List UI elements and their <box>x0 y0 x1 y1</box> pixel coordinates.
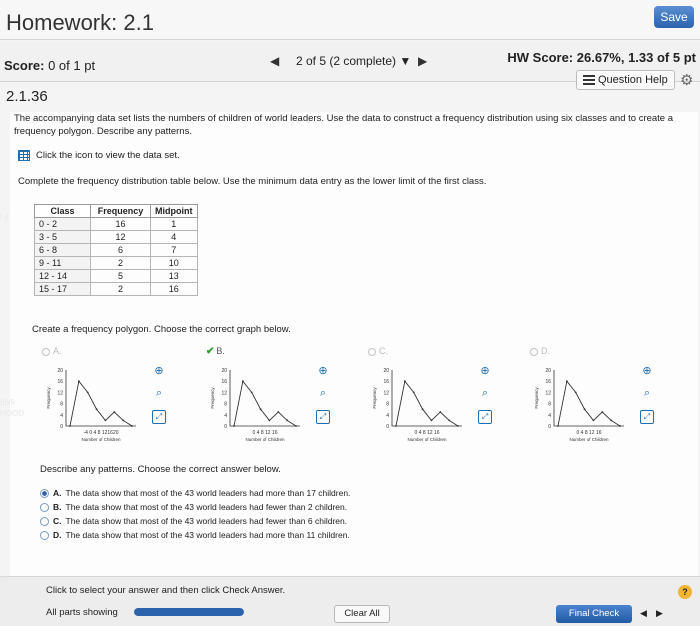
y-tick-label: 8 <box>386 401 389 408</box>
y-tick-label: 20 <box>545 368 551 374</box>
midpoint-cell[interactable]: 1 <box>151 218 198 231</box>
y-tick-label: 16 <box>545 379 551 386</box>
data-table-icon[interactable] <box>18 150 30 161</box>
data-point <box>251 392 253 394</box>
table-row <box>35 244 198 257</box>
midpoint-cell[interactable]: 13 <box>151 270 198 283</box>
table-row <box>35 257 198 270</box>
midpoint-cell[interactable]: 10 <box>151 257 198 270</box>
hw-score-label: HW Score: <box>507 50 574 65</box>
radio-icon[interactable] <box>40 517 49 526</box>
data-point <box>566 380 568 382</box>
hw-score <box>507 50 696 65</box>
x-axis-label: Number of Children <box>407 437 447 442</box>
y-axis-label: Frequency <box>46 387 51 409</box>
help-icon[interactable]: ? <box>678 585 692 599</box>
table-row <box>35 283 198 296</box>
zoom-out-icon[interactable]: ⌕ <box>319 387 327 399</box>
graph-options <box>30 346 690 456</box>
data-point <box>593 420 595 422</box>
class-cell: 12 - 14 <box>35 270 91 283</box>
expand-icon[interactable]: ⤢ <box>316 410 330 424</box>
polygon-line <box>558 381 620 426</box>
answer-option-a[interactable] <box>40 486 350 500</box>
next-question-icon[interactable]: ▶ <box>418 54 428 68</box>
column-header: Class <box>35 205 91 218</box>
class-cell: 6 - 8 <box>35 244 91 257</box>
prev-question-icon[interactable]: ◀ <box>270 54 280 68</box>
axis-line <box>230 370 300 426</box>
score-value: 0 of 1 pt <box>48 58 96 73</box>
answer-choices <box>40 486 350 542</box>
answer-text: The data show that most of the 43 world leaders had fewer than 6 children. <box>65 516 348 526</box>
answer-letter: A. <box>53 488 62 498</box>
option-label[interactable] <box>368 346 388 356</box>
answer-letter: D. <box>53 530 62 540</box>
polygon-line <box>70 381 132 426</box>
data-point <box>457 425 459 427</box>
y-tick-label: 0 <box>224 424 227 430</box>
dataset-link[interactable] <box>18 150 180 161</box>
y-tick-label: 8 <box>224 401 227 408</box>
question-nav-label: 2 of 5 (2 complete) <box>296 54 397 68</box>
class-cell: 15 - 17 <box>35 283 91 296</box>
question-prompt: The accompanying data set lists the numbers of children of world leaders. Use the data to construct a frequency distribution using six classes and to create a frequency polygon. Describe any patterns. <box>14 113 674 137</box>
y-tick-label: 12 <box>545 390 551 397</box>
y-tick-label: 8 <box>548 401 551 408</box>
caret-down-icon: ▼ <box>399 54 412 68</box>
zoom-in-icon[interactable]: ⊕ <box>642 365 652 377</box>
polygon-line <box>234 381 296 426</box>
data-point <box>69 425 71 427</box>
table-instructions: Complete the frequency distribution table below. Use the minimum data entry as the lower limit of the first class. <box>18 176 487 187</box>
data-point <box>395 425 397 427</box>
data-point <box>260 408 262 410</box>
radio-icon[interactable] <box>40 489 49 498</box>
data-point <box>448 420 450 422</box>
y-tick-label: 4 <box>60 412 63 419</box>
side-fragment: HOOD <box>0 409 24 418</box>
save-button[interactable]: Save <box>654 6 694 28</box>
data-point <box>122 420 124 422</box>
answer-option-d[interactable] <box>40 528 350 542</box>
frequency-cell[interactable]: 6 <box>91 244 151 257</box>
data-point <box>78 380 80 382</box>
footer-bar <box>0 576 700 626</box>
column-header: Midpoint <box>151 205 198 218</box>
radio-icon[interactable] <box>42 348 50 356</box>
frequency-cell[interactable]: 2 <box>91 257 151 270</box>
y-tick-label: 12 <box>57 390 63 397</box>
data-point <box>601 411 603 413</box>
y-tick-label: 20 <box>221 368 227 374</box>
data-point <box>277 411 279 413</box>
data-point <box>96 408 98 410</box>
data-point <box>404 380 406 382</box>
frequency-polygon-chart <box>532 362 632 450</box>
frequency-table <box>34 204 198 296</box>
option-letter: D. <box>541 346 550 356</box>
x-axis-label: Number of Children <box>569 437 609 442</box>
axis-line <box>66 370 136 426</box>
y-axis-label: Frequency <box>372 387 377 409</box>
data-point <box>295 425 297 427</box>
option-label[interactable] <box>42 346 62 356</box>
polygon-prompt: Create a frequency polygon. Choose the correct graph below. <box>32 324 291 335</box>
data-point <box>610 420 612 422</box>
option-letter: C. <box>379 346 388 356</box>
question-number: 2.1.36 <box>6 88 48 105</box>
data-point <box>557 425 559 427</box>
menu-icon <box>583 73 595 87</box>
axis-line <box>392 370 462 426</box>
class-cell: 3 - 5 <box>35 231 91 244</box>
answer-option-b[interactable] <box>40 500 350 514</box>
table-row <box>35 218 198 231</box>
data-point <box>286 420 288 422</box>
score <box>4 58 95 73</box>
side-fragment: on <box>0 574 9 583</box>
table-row <box>35 270 198 283</box>
footer-instruction: Click to select your answer and then click Check Answer. <box>46 585 286 596</box>
hw-score-value: 26.67%, 1.33 of 5 pt <box>576 50 696 65</box>
frequency-polygon-chart <box>370 362 470 450</box>
x-tick-labels: 0 4 8 12 16 <box>252 430 278 436</box>
option-label[interactable] <box>530 346 550 356</box>
class-cell: 0 - 2 <box>35 218 91 231</box>
describe-prompt: Describe any patterns. Choose the correct answer below. <box>40 464 281 475</box>
y-axis-label: Frequency <box>534 387 539 409</box>
midpoint-cell[interactable]: 7 <box>151 244 198 257</box>
axis-line <box>554 370 624 426</box>
y-tick-label: 8 <box>60 401 63 408</box>
next-arrow-icon[interactable]: ▶ <box>656 608 663 618</box>
x-axis-label: Number of Children <box>81 437 121 442</box>
data-point <box>113 411 115 413</box>
graph-option-d[interactable] <box>518 346 678 456</box>
data-point <box>422 408 424 410</box>
data-point <box>242 380 244 382</box>
table-row <box>35 231 198 244</box>
y-tick-label: 0 <box>386 424 389 430</box>
y-tick-label: 12 <box>383 390 389 397</box>
side-fragment: t y <box>0 212 9 221</box>
prev-arrow-icon[interactable]: ◀ <box>640 608 647 618</box>
graph-option-b[interactable] <box>194 346 354 456</box>
question-help-label: Question Help <box>598 74 668 86</box>
data-point <box>87 392 89 394</box>
y-tick-label: 0 <box>60 424 63 430</box>
midpoint-cell[interactable]: 4 <box>151 231 198 244</box>
answer-text: The data show that most of the 43 world leaders had fewer than 2 children. <box>65 502 348 512</box>
radio-icon[interactable] <box>368 348 376 356</box>
zoom-in-icon[interactable]: ⊕ <box>480 365 490 377</box>
expand-icon[interactable]: ⤢ <box>152 410 166 424</box>
zoom-out-icon[interactable]: ⌕ <box>155 387 163 399</box>
graph-option-a[interactable] <box>30 346 190 456</box>
data-point <box>431 420 433 422</box>
parts-showing-label: All parts showing <box>46 607 118 618</box>
data-point <box>439 411 441 413</box>
top-bar <box>0 0 700 40</box>
option-label[interactable] <box>206 346 225 357</box>
y-tick-label: 4 <box>548 412 551 419</box>
option-letter: A. <box>53 346 62 356</box>
zoom-in-icon[interactable]: ⊕ <box>154 365 164 377</box>
x-tick-labels: -4 0 4 8 121620 <box>83 430 119 436</box>
radio-icon[interactable] <box>40 531 49 540</box>
y-tick-label: 16 <box>57 379 63 386</box>
y-tick-label: 16 <box>383 379 389 386</box>
frequency-polygon-chart <box>44 362 144 450</box>
y-tick-label: 16 <box>221 379 227 386</box>
frequency-cell[interactable]: 12 <box>91 231 151 244</box>
answer-letter: C. <box>53 516 62 526</box>
x-tick-labels: 0 4 8 12 16 <box>576 430 602 436</box>
parts-progress-bar <box>134 608 244 616</box>
answer-option-c[interactable] <box>40 514 350 528</box>
homework-title: Homework: 2.1 <box>6 10 154 35</box>
radio-icon[interactable] <box>40 503 49 512</box>
data-point <box>233 425 235 427</box>
graph-option-c[interactable] <box>356 346 516 456</box>
y-tick-label: 4 <box>386 412 389 419</box>
check-icon: ✔ <box>206 346 215 357</box>
y-tick-label: 0 <box>548 424 551 430</box>
y-tick-label: 4 <box>224 412 227 419</box>
x-tick-labels: 0 4 8 12 16 <box>414 430 440 436</box>
column-header: Frequency <box>91 205 151 218</box>
frequency-polygon-chart <box>208 362 308 450</box>
answer-text: The data show that most of the 43 world leaders had more than 17 children. <box>65 488 351 498</box>
radio-icon[interactable] <box>530 348 538 356</box>
polygon-line <box>396 381 458 426</box>
class-cell: 9 - 11 <box>35 257 91 270</box>
dataset-link-text: Click the icon to view the data set. <box>36 150 180 162</box>
midpoint-cell[interactable]: 16 <box>151 283 198 296</box>
frequency-cell[interactable]: 2 <box>91 283 151 296</box>
y-tick-label: 20 <box>57 368 63 374</box>
question-nav-dropdown[interactable] <box>296 54 411 68</box>
expand-icon[interactable]: ⤢ <box>478 410 492 424</box>
zoom-out-icon[interactable]: ⌕ <box>481 387 489 399</box>
answer-text: The data show that most of the 43 world leaders had more than 11 children. <box>65 530 350 540</box>
data-point <box>105 420 107 422</box>
side-fragment: 6|x9 <box>0 398 15 407</box>
x-axis-label: Number of Children <box>245 437 285 442</box>
zoom-out-icon[interactable]: ⌕ <box>643 387 651 399</box>
question-content <box>10 112 698 612</box>
data-point <box>413 392 415 394</box>
option-letter: B. <box>216 346 225 356</box>
zoom-in-icon[interactable]: ⊕ <box>318 365 328 377</box>
question-help-button[interactable] <box>576 70 675 90</box>
y-tick-label: 20 <box>383 368 389 374</box>
progress-fill <box>134 608 244 616</box>
y-tick-label: 12 <box>221 390 227 397</box>
frequency-cell[interactable]: 16 <box>91 218 151 231</box>
y-axis-label: Frequency <box>210 387 215 409</box>
answer-letter: B. <box>53 502 62 512</box>
data-point <box>584 408 586 410</box>
frequency-cell[interactable]: 5 <box>91 270 151 283</box>
clear-all-button[interactable]: Clear All <box>334 605 390 623</box>
data-point <box>575 392 577 394</box>
gear-icon[interactable]: ⚙ <box>680 72 694 89</box>
score-label: Score: <box>4 58 45 73</box>
data-point <box>269 420 271 422</box>
expand-icon[interactable]: ⤢ <box>640 410 654 424</box>
final-check-button[interactable]: Final Check <box>556 605 632 623</box>
data-point <box>131 425 133 427</box>
data-point <box>619 425 621 427</box>
question-header <box>0 72 700 112</box>
